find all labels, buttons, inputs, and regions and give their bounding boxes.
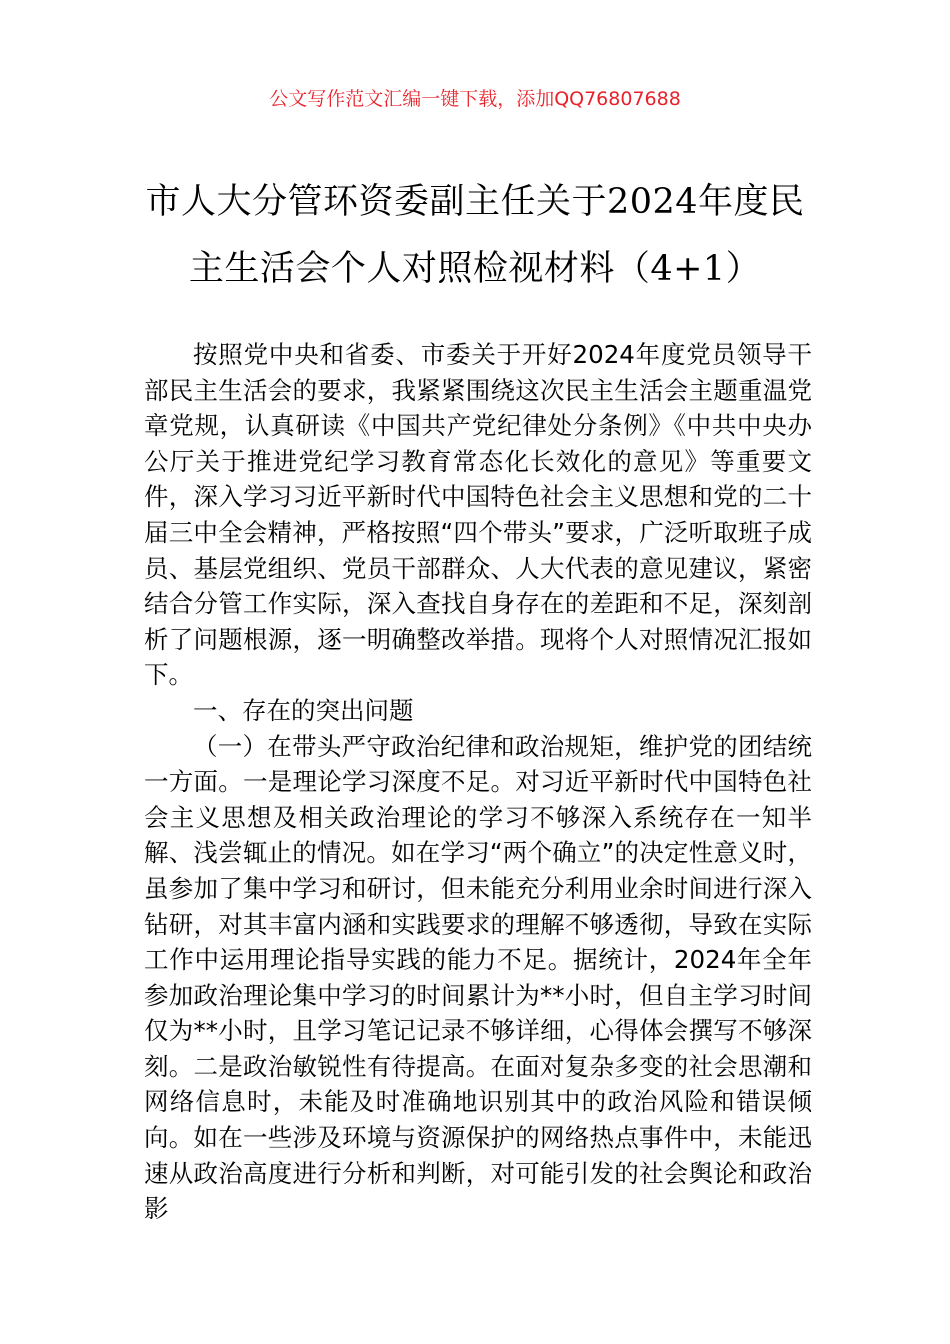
header-ad-text: 公文写作范文汇编一键下载，添加QQ76807688 bbox=[269, 88, 681, 110]
body-paragraph: （一）在带头严守政治纪律和政治规矩，维护党的团结统一方面。一是理论学习深度不足。对习近平新时代中国特色社会主义思想及相关政治理论的学习不够深入系统存在一知半解、浅尝辄止的情况。如在学习“两个确立”的决定性意义时，虽参加了集中学习和研讨，但未能充分利用业余时间进行深入钻研，对其丰富内涵和实践要求的理解不够透彻，导致在实际工作中运用理论指导实践的能力不足。据统计，2024年全年参加政治理论集中学习的时间累计为**小时，但自主学习时间仅为**小时，且学习笔记记录不够详细，心得体会撰写不够深刻。二是政治敏锐性有待提高。在面对复杂多变的社会思潮和网络信息时，未能及时准确地识别其中的政治风险和错误倾向。如在一些涉及环境与资源保护的网络热点事件中，未能迅速从政治高度进行分析和判断，对可能引发的社会舆论和政治影 bbox=[144, 731, 812, 1224]
document-title-line-2: 主生活会个人对照检视材料（4+1） bbox=[188, 249, 762, 289]
section-heading: 一、存在的突出问题 bbox=[193, 695, 414, 725]
document-body bbox=[144, 337, 812, 1227]
intro-paragraph: 按照党中央和省委、市委关于开好2024年度党员领导干部民主生活会的要求，我紧紧围绕这次民主生活会主题重温党章党规，认真研读《中国共产党纪律处分条例》《中共中央办公厅关于推进党纪学习教育常态化长效化的意见》等重要文件，深入学习习近平新时代中国特色社会主义思想和党的二十届三中全会精神，严格按照“四个带头”要求，广泛听取班子成员、基层党组织、党员干部群众、人大代表的意见建议，紧密结合分管工作实际，深入查找自身存在的差距和不足，深刻剖析了问题根源，逐一明确整改举措。现将个人对照情况汇报如下。 bbox=[144, 340, 812, 690]
document-title-line-1: 市人大分管环资委副主任关于2024年度民 bbox=[145, 182, 805, 222]
